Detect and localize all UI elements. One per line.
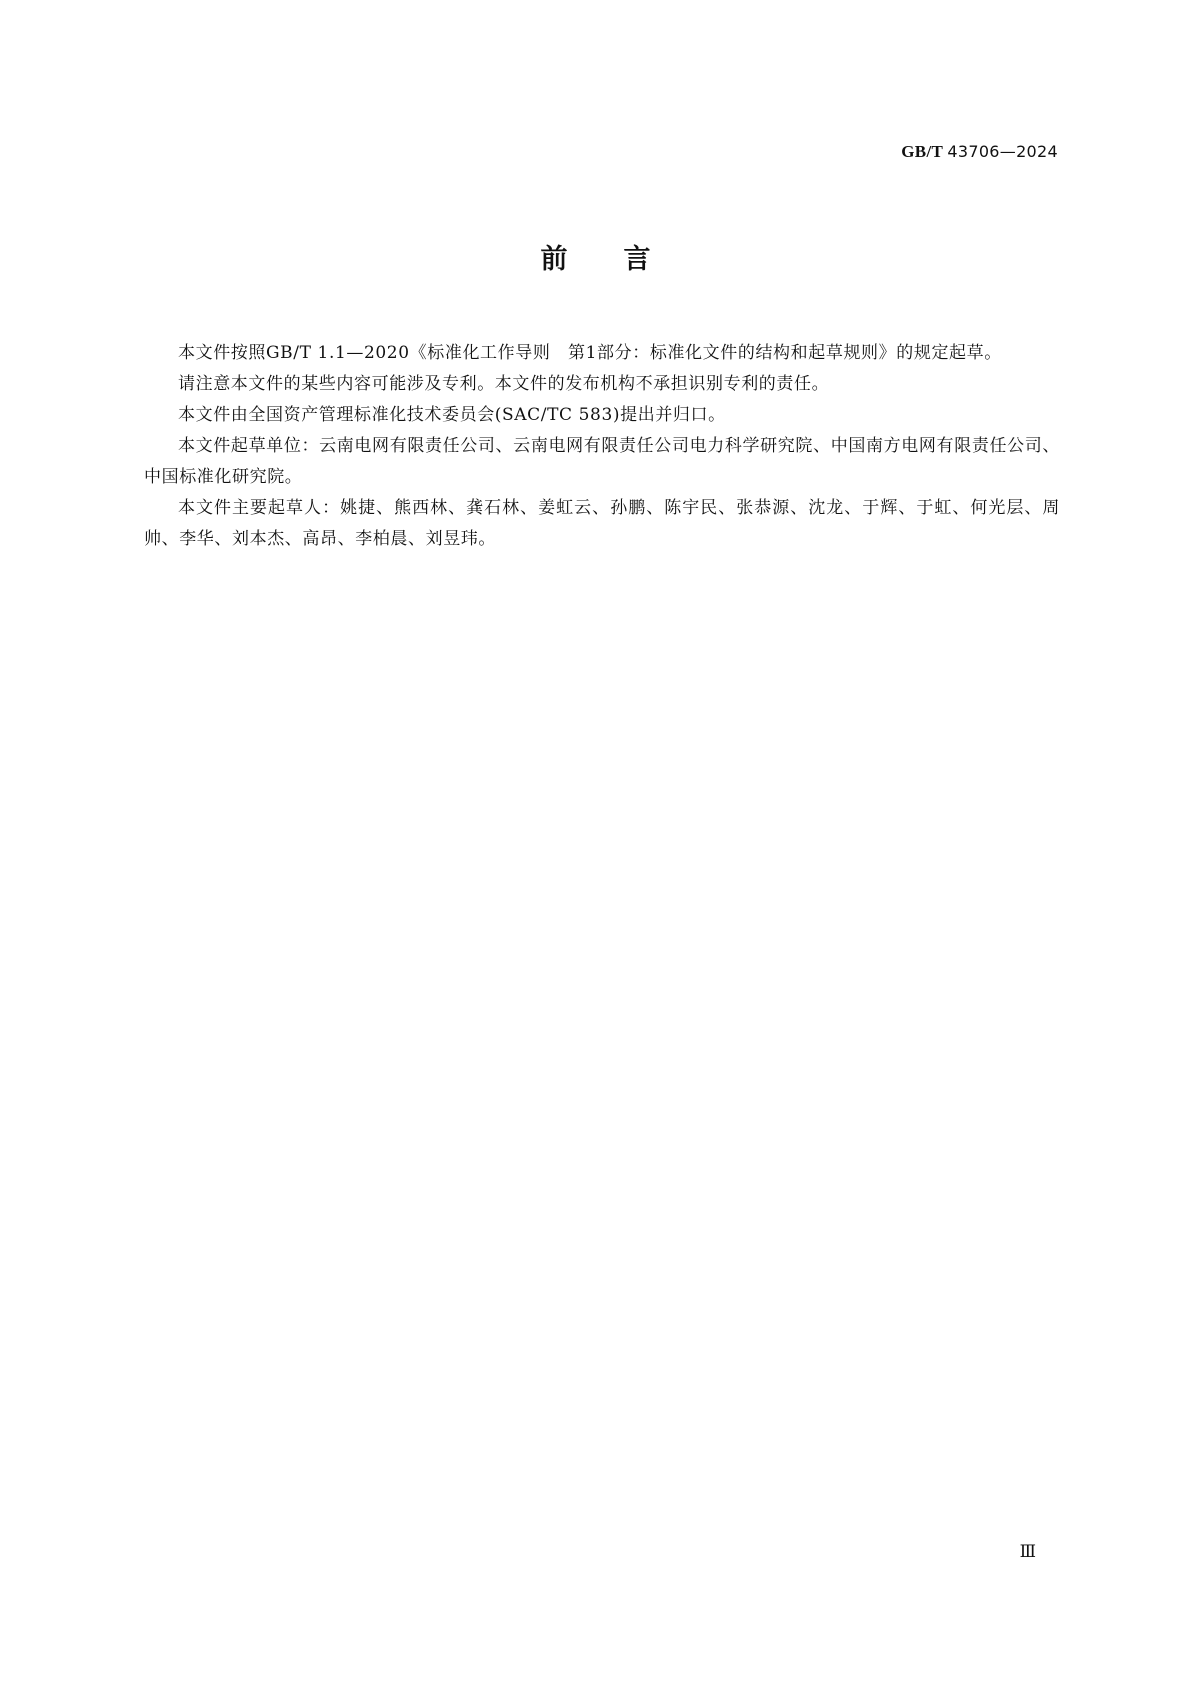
paragraph-drafting-units: 本文件起草单位：云南电网有限责任公司、云南电网有限责任公司电力科学研究院、中国南方电网有限责任公司、中国标准化研究院。 <box>144 436 1060 487</box>
page-number: Ⅲ <box>1019 1542 1036 1561</box>
paragraph-drafters: 本文件主要起草人：姚捷、熊西林、龚石林、姜虹云、孙鹏、陈宇民、张恭源、沈龙、于辉、于虹、何光层、周帅、李华、刘本杰、高昂、李柏晨、刘昱玮。 <box>144 498 1060 549</box>
standard-number: 43706—2024 <box>947 142 1058 161</box>
paragraph-patent-notice: 请注意本文件的某些内容可能涉及专利。本文件的发布机构不承担识别专利的责任。 <box>178 374 830 394</box>
foreword-body <box>144 338 1060 555</box>
section-title: 前言 <box>540 244 707 275</box>
standard-code-header <box>901 142 1058 162</box>
standard-prefix: GB/T <box>901 142 943 161</box>
paragraph-proposer: 本文件由全国资产管理标准化技术委员会(SAC/TC 583)提出并归口。 <box>178 405 726 425</box>
paragraph-drafting-rules: 本文件按照GB/T 1.1—2020《标准化工作导则 第1部分：标准化文件的结构和起草规则》的规定起草。 <box>178 343 1002 363</box>
